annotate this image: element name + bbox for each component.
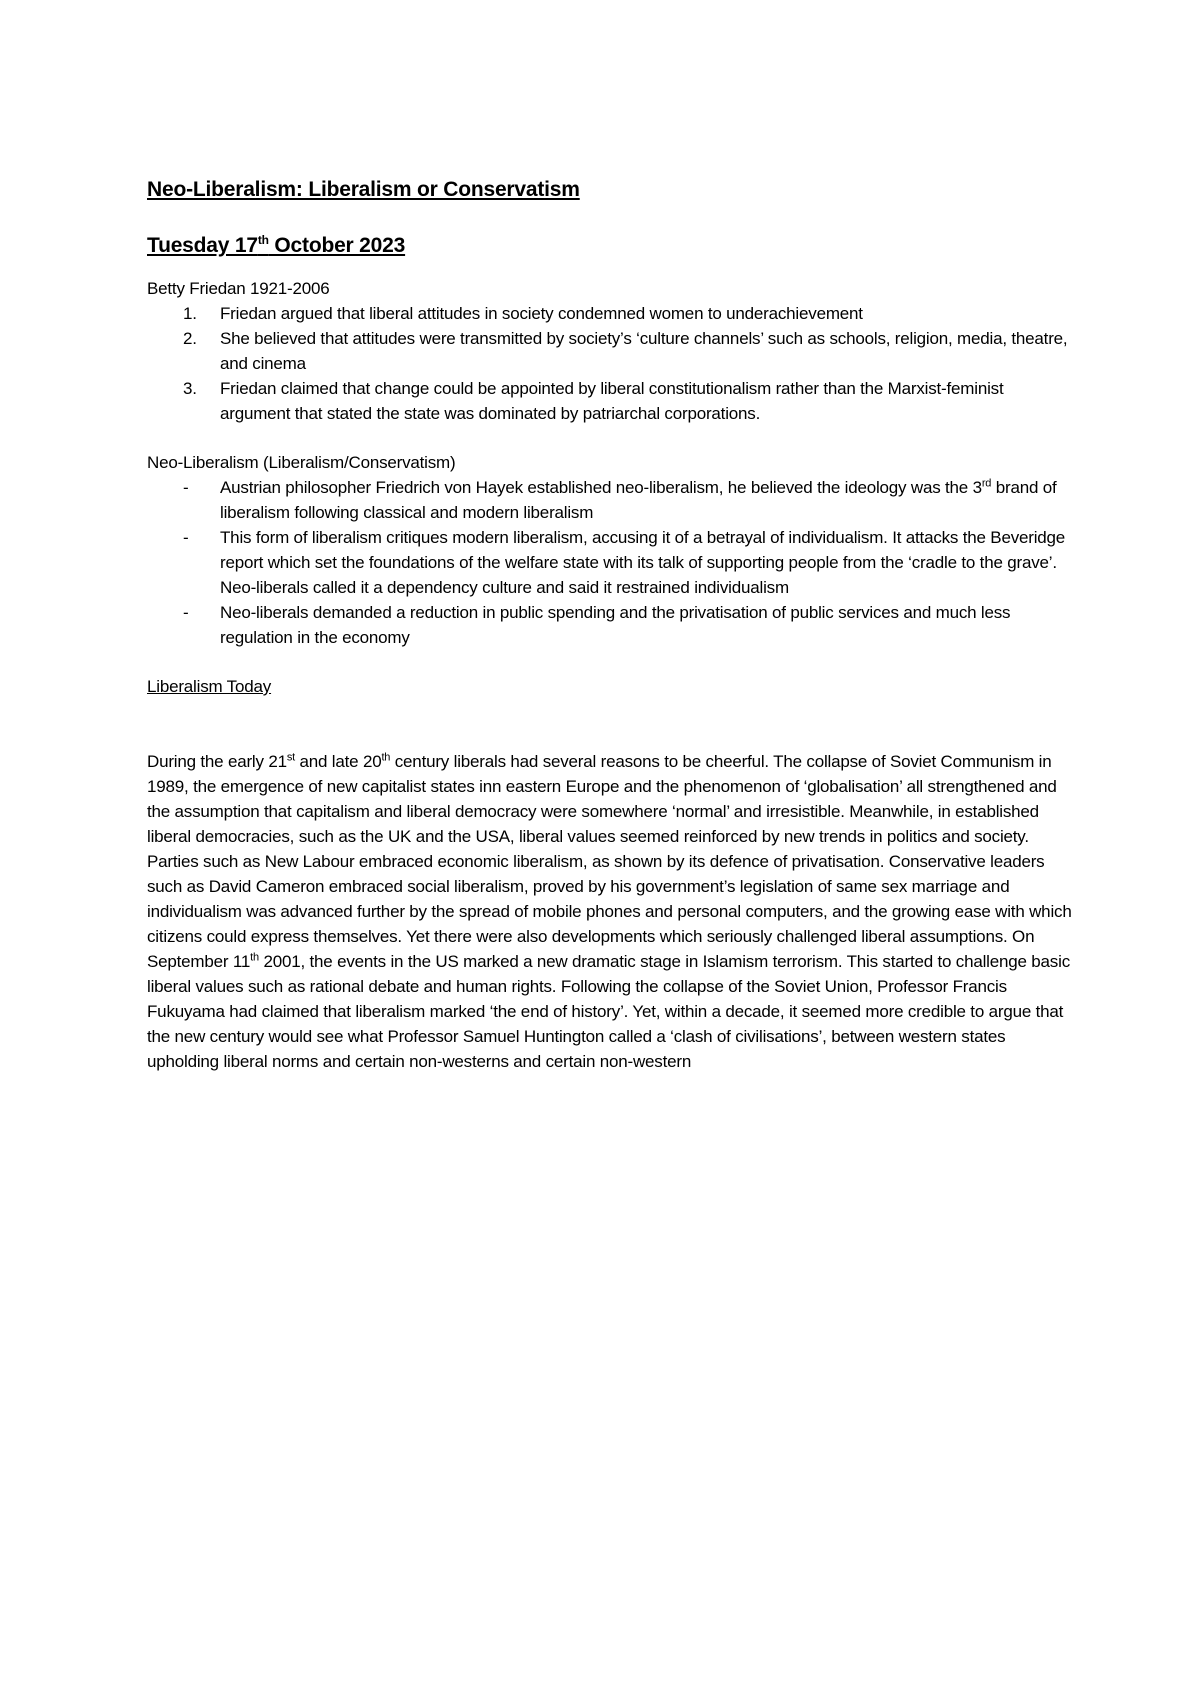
list-item-text: Friedan argued that liberal attitudes in society condemned women to underachievement: [220, 304, 863, 323]
date-prefix: Tuesday 17: [147, 234, 258, 257]
paragraph-text: century liberals had several reasons to be cheerful. The collapse of Soviet Communism in 1989, the emergence of new capitalist states inn eastern Europe and the phenomenon of ‘globalisation’ all strengthened and the assumption that capitalism and liberal democracy were somewhere ‘normal’ and irresistible. Meanwhile, in established liberal democracies, such as the UK and the USA, liberal values seemed reinforced by new trends in politics and society. Parties such as New Labour embraced economic liberalism, as shown by its defence of privatisation. Conservative leaders such as David Cameron embraced social liberalism, proved by his government’s legislation of same sex marriage and individualism was advanced further by the spread of mobile phones and personal computers, and the growing ease with which citizens could express themselves. Yet there were also developments which seriously challenged liberal assumptions. On September 11: [147, 752, 1072, 971]
list-item-text-part: Austrian philosopher Friedrich von Hayek established neo-liberalism, he believed the ideology was the 3: [220, 478, 982, 497]
list-item-text-part: brand of liberalism following classical and modern liberalism: [220, 478, 1057, 522]
list-dash: -: [183, 603, 189, 622]
friedan-heading: Betty Friedan 1921-2006: [147, 279, 330, 298]
list-item: [147, 376, 1077, 426]
date-ordinal-suffix: th: [257, 233, 269, 247]
list-dash: -: [183, 528, 189, 547]
ordinal-suffix: th: [381, 751, 391, 764]
list-number: 3.: [183, 379, 197, 398]
paragraph-text: 2001, the events in the US marked a new dramatic stage in Islamism terrorism. This started to challenge basic liberal values such as rational debate and human rights. Following the collapse of the Soviet Union, Professor Francis Fukuyama had claimed that liberalism marked ‘the end of history’. Yet, within a decade, it seemed more credible to argue that the new century would see what Professor Samuel Huntington called a ‘clash of civilisations’, between western states upholding liberal norms and certain non-westerns and certain non-western: [147, 952, 1070, 1071]
liberalism-today-heading: Liberalism Today: [147, 677, 272, 696]
list-item: [147, 475, 1077, 525]
neoliberalism-list: [147, 475, 1077, 650]
document-body: [147, 176, 1077, 1074]
date-suffix: October 2023: [268, 234, 406, 257]
ordinal-suffix: st: [286, 751, 295, 764]
list-item: [147, 525, 1077, 600]
document-date: [147, 232, 1077, 260]
list-item-text: She believed that attitudes were transmitted by society’s ‘culture channels’ such as schools, religion, media, theatre, and cinema: [220, 329, 1068, 373]
ordinal-suffix: th: [250, 951, 259, 964]
list-item: [147, 301, 1077, 326]
spacer: [147, 650, 1077, 674]
list-item-text: This form of liberalism critiques modern liberalism, accusing it of a betrayal of individualism. It attacks the Beveridge report which set the foundations of the welfare state with its talk of supporting people from the ‘cradle to the grave’. Neo-liberals called it a dependency culture and said it restrained individualism: [220, 528, 1066, 597]
list-item-text: Neo-liberals demanded a reduction in public spending and the privatisation of public services and much less regulation in the economy: [220, 603, 1011, 647]
spacer: [147, 426, 1077, 450]
friedan-list: [147, 301, 1077, 426]
list-item-text: [220, 478, 1057, 522]
list-item: [147, 600, 1077, 650]
list-item-text: Friedan claimed that change could be appointed by liberal constitutionalism rather than the Marxist-feminist argument that stated the state was dominated by patriarchal corporations.: [220, 379, 1004, 423]
list-number: 1.: [183, 304, 197, 323]
list-number: 2.: [183, 329, 197, 348]
ordinal-suffix: rd: [981, 477, 992, 490]
paragraph-text: and late 20: [295, 752, 382, 771]
document-title: Neo-Liberalism: Liberalism or Conservatism: [147, 178, 580, 201]
list-item: [147, 326, 1077, 376]
list-dash: -: [183, 478, 189, 497]
spacer: [147, 699, 1077, 749]
neoliberalism-heading: Neo-Liberalism (Liberalism/Conservatism): [147, 453, 456, 472]
liberalism-today-paragraph: [147, 749, 1077, 1074]
paragraph-text: During the early 21: [147, 752, 287, 771]
